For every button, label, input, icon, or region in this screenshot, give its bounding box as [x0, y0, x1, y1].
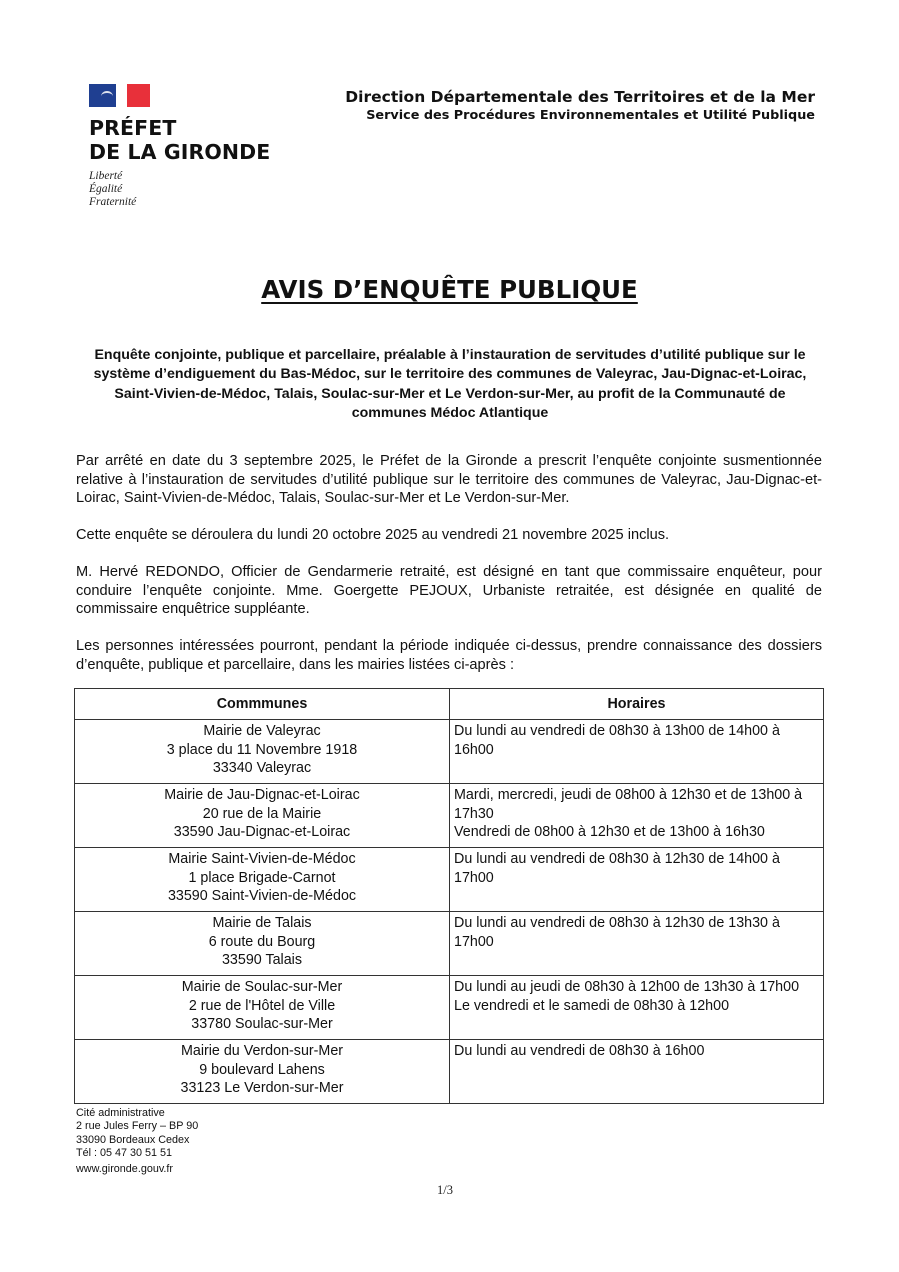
table-row [75, 720, 824, 784]
marianne-flag-icon [89, 84, 150, 107]
phone-number: Tél : 05 47 30 51 51 [76, 1146, 173, 1159]
table-row [75, 784, 824, 848]
service-name: Service des Procédures Environnementales et Utilité Publique [366, 108, 815, 123]
issuing-department [345, 87, 815, 125]
republic-motto: Liberté Égalité Fraternité [89, 170, 137, 208]
commissioner-paragraph: M. Hervé REDONDO, Officier de Gendarmerie retraité, est désigné en tant que commissaire enquêteur, pour conduire l’enquête conjointe. Mme. Goergette PEJOUX, Urbaniste retraitée, est désignée en qualité de commissaire enquêtrice suppléante. [76, 564, 822, 618]
page-number: 1/3 [437, 1183, 453, 1197]
decree-paragraph: Par arrêté en date du 3 septembre 2025, le Préfet de la Gironde a prescrit l’enquête conjointe susmentionnée relative à l’instauration de servitudes d’utilité publique sur le territoire des communes de Valeyrac, Jau-Dignac-et-Loirac, Saint-Vivien-de-Médoc, Talais, Soulac-sur-Mer et Le Verdon-sur-Mer. [76, 453, 822, 507]
dates-paragraph: Cette enquête se déroulera du lundi 20 octobre 2025 au vendredi 21 novembre 2025 inclus. [76, 527, 670, 543]
table-header-row [75, 689, 824, 720]
commune-cell: Mairie de Soulac-sur-Mer 2 rue de l'Hôtel de Ville 33780 Soulac-sur-Mer [75, 976, 450, 1040]
table-row [75, 848, 824, 912]
commune-cell: Mairie de Jau-Dignac-et-Loirac 20 rue de la Mairie 33590 Jau-Dignac-et-Loirac [75, 784, 450, 848]
hours-cell: Du lundi au vendredi de 08h30 à 13h00 de 14h00 à 16h00 [450, 720, 824, 784]
consultation-paragraph: Les personnes intéressées pourront, pendant la période indiquée ci-dessus, prendre connaissance des dossiers d’enquête, publique et parcellaire, dans les mairies listées ci-après : [76, 638, 822, 673]
footer-address: Cité administrative 2 rue Jules Ferry – BP 90 33090 Bordeaux Cedex Tél : 05 47 30 51 51 www.gironde.gouv.fr [76, 1107, 199, 1176]
town-hall-hours-table [74, 688, 824, 1104]
hours-cell: Du lundi au jeudi de 08h30 à 12h00 de 13h30 à 17h00 Le vendredi et le samedi de 08h30 à 12h00 [450, 976, 824, 1040]
commune-cell: Mairie de Valeyrac 3 place du 11 Novembre 1918 33340 Valeyrac [75, 720, 450, 784]
inquiry-subject: Enquête conjointe, publique et parcellaire, préalable à l’instauration de servitudes d’utilité publique sur le système d’endiguement du Bas-Médoc, sur le territoire des communes de Valeyrac, Jau-Dignac-et-Loirac, Saint-Vivien-de-Médoc, Talais, Soulac-sur-Mer et Le Verdon-sur-Mer, au profit de la Communauté de communes Médoc Atlantique [93, 347, 807, 421]
hours-cell: Du lundi au vendredi de 08h30 à 12h30 de 13h30 à 17h00 [450, 912, 824, 976]
prefecture-name: PRÉFET DE LA GIRONDE [89, 116, 271, 164]
website-link[interactable]: www.gironde.gouv.fr [76, 1163, 174, 1176]
prefecture-logo [89, 84, 270, 209]
commune-cell: Mairie du Verdon-sur-Mer 9 boulevard Lahens 33123 Le Verdon-sur-Mer [75, 1040, 450, 1104]
hours-cell: Du lundi au vendredi de 08h30 à 12h30 de 14h00 à 17h00 [450, 848, 824, 912]
commune-cell: Mairie Saint-Vivien-de-Médoc 1 place Brigade-Carnot 33590 Saint-Vivien-de-Médoc [75, 848, 450, 912]
column-header-communes: Commmunes [75, 689, 450, 720]
hours-cell: Du lundi au vendredi de 08h30 à 16h00 [450, 1040, 824, 1104]
table-row [75, 1040, 824, 1104]
direction-name: Direction Départementale des Territoires et de la Mer [345, 88, 815, 106]
page-title: AVIS D’ENQUÊTE PUBLIQUE [261, 275, 638, 304]
column-header-horaires: Horaires [450, 689, 824, 720]
table-row [75, 912, 824, 976]
table-row [75, 976, 824, 1040]
hours-cell: Mardi, mercredi, jeudi de 08h00 à 12h30 et de 13h00 à 17h30 Vendredi de 08h00 à 12h30 et de 13h00 à 16h30 [450, 784, 824, 848]
commune-cell: Mairie de Talais 6 route du Bourg 33590 Talais [75, 912, 450, 976]
